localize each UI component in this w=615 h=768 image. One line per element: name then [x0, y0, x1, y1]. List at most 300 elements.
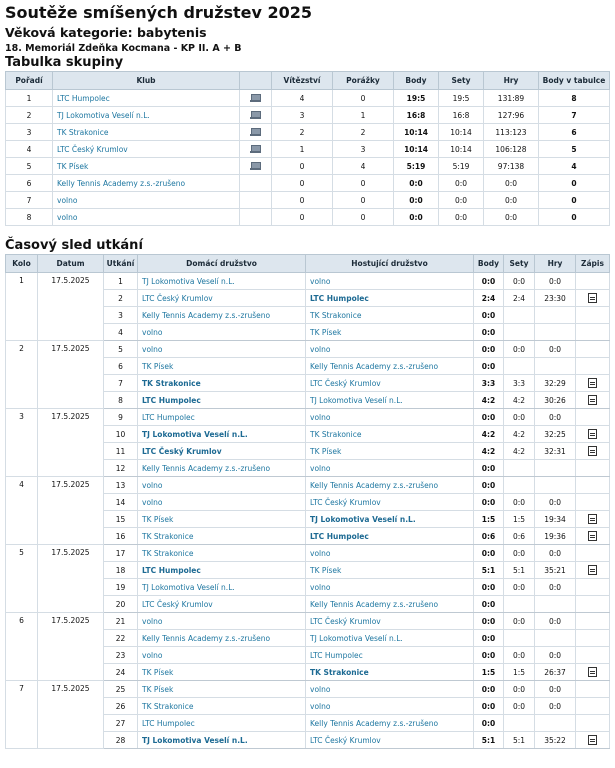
away-team-link[interactable]: TK Písek [310, 565, 342, 575]
match-number-cell: 10 [104, 426, 138, 443]
report-cell [576, 273, 610, 290]
sets-cell [504, 460, 535, 477]
games-cell: 0:0 [535, 613, 576, 630]
match-report-icon[interactable] [588, 446, 597, 456]
points-cell: 16:8 [394, 107, 439, 124]
report-cell [576, 579, 610, 596]
round-cell: 5 [6, 545, 38, 613]
points-cell: 0:0 [474, 341, 504, 358]
away-team-link[interactable]: LTC Humpolec [310, 531, 369, 541]
home-team-link[interactable]: TK Strakonice [142, 531, 194, 541]
home-team-link[interactable]: Kelly Tennis Academy z.s.-zrušeno [142, 310, 271, 320]
home-team-cell [138, 579, 306, 596]
home-team-link[interactable]: volno [142, 616, 163, 626]
team-roster-icon[interactable] [250, 128, 261, 137]
sets-cell: 0:0 [504, 341, 535, 358]
schedule-header [6, 255, 610, 273]
match-number-cell: 21 [104, 613, 138, 630]
home-team-cell [138, 324, 306, 341]
points-cell: 0:0 [394, 209, 439, 226]
match-number-cell: 12 [104, 460, 138, 477]
match-number-cell: 23 [104, 647, 138, 664]
sets-cell: 19:5 [439, 90, 484, 107]
team-roster-icon[interactable] [250, 111, 261, 120]
report-cell [576, 392, 610, 409]
away-team-link[interactable]: TJ Lokomotiva Veselí n.L. [310, 514, 416, 524]
sets-cell: 1:5 [504, 664, 535, 681]
home-team-link[interactable]: LTC Humpolec [142, 718, 195, 728]
match-report-icon[interactable] [588, 378, 597, 388]
home-team-link[interactable]: TK Strakonice [142, 378, 201, 388]
col-match: Utkání [104, 255, 138, 273]
points-cell: 19:5 [394, 90, 439, 107]
away-team-link[interactable]: TK Strakonice [310, 310, 362, 320]
home-team-cell [138, 715, 306, 732]
match-report-icon[interactable] [588, 565, 597, 575]
home-team-cell [138, 426, 306, 443]
match-report-icon[interactable] [588, 429, 597, 439]
club-cell [53, 141, 240, 158]
away-team-link[interactable]: TK Strakonice [310, 429, 362, 439]
away-team-link[interactable]: volno [310, 684, 331, 694]
match-row [6, 613, 610, 630]
home-team-link[interactable]: LTC Český Krumlov [142, 446, 222, 456]
sets-cell: 0:0 [504, 579, 535, 596]
home-team-link[interactable]: TK Písek [142, 361, 174, 371]
report-cell [576, 732, 610, 749]
points-cell: 0:0 [474, 681, 504, 698]
away-team-link[interactable]: LTC Český Krumlov [310, 497, 381, 507]
home-team-cell [138, 528, 306, 545]
away-team-cell [306, 426, 474, 443]
club-link[interactable]: LTC Český Krumlov [57, 144, 128, 154]
points-cell: 0:0 [474, 494, 504, 511]
competition-name: 18. Memoriál Zdeňka Kocmana - KP II. A + B [5, 43, 242, 54]
col-wins: Vítězství [272, 72, 333, 90]
away-team-link[interactable]: Kelly Tennis Academy z.s.-zrušeno [310, 480, 439, 490]
club-link[interactable]: LTC Humpolec [57, 93, 110, 103]
away-team-cell [306, 477, 474, 494]
away-team-link[interactable]: volno [310, 276, 331, 286]
away-team-cell [306, 409, 474, 426]
sets-cell [504, 630, 535, 647]
col-report: Zápis [576, 255, 610, 273]
losses-cell: 0 [333, 192, 394, 209]
home-team-link[interactable]: TK Strakonice [142, 548, 194, 558]
sets-cell: 4:2 [504, 443, 535, 460]
col-club: Klub [53, 72, 240, 90]
report-cell [576, 545, 610, 562]
col-games: Hry [535, 255, 576, 273]
sets-cell [504, 596, 535, 613]
games-cell: 35:21 [535, 562, 576, 579]
sets-cell: 0:0 [504, 494, 535, 511]
sets-cell: 5:19 [439, 158, 484, 175]
away-team-link[interactable]: Kelly Tennis Academy z.s.-zrušeno [310, 599, 439, 609]
home-team-link[interactable]: volno [142, 497, 163, 507]
report-cell [576, 630, 610, 647]
report-cell [576, 511, 610, 528]
games-cell [535, 715, 576, 732]
home-team-cell [138, 409, 306, 426]
away-team-link[interactable]: TJ Lokomotiva Veselí n.L. [310, 395, 403, 405]
home-team-link[interactable]: TK Písek [142, 684, 174, 694]
group-table-heading: Tabulka skupiny [5, 55, 124, 70]
sets-cell: 0:0 [504, 698, 535, 715]
losses-cell: 1 [333, 107, 394, 124]
sets-cell: 16:8 [439, 107, 484, 124]
club-link[interactable]: Kelly Tennis Academy z.s.-zrušeno [57, 178, 186, 188]
match-row [6, 409, 610, 426]
club-link[interactable]: TJ Lokomotiva Veselí n.L. [57, 110, 150, 120]
home-team-cell [138, 494, 306, 511]
away-team-link[interactable]: volno [310, 344, 331, 354]
report-cell [576, 375, 610, 392]
group-row [6, 141, 610, 158]
games-cell: 0:0 [535, 341, 576, 358]
match-report-icon[interactable] [588, 667, 597, 677]
home-team-cell [138, 562, 306, 579]
home-team-link[interactable]: LTC Humpolec [142, 565, 201, 575]
home-team-cell [138, 341, 306, 358]
points-cell: 4:2 [474, 443, 504, 460]
home-team-cell [138, 307, 306, 324]
games-cell: 127:96 [484, 107, 539, 124]
away-team-cell [306, 273, 474, 290]
rank-cell: 1 [6, 90, 53, 107]
match-number-cell: 8 [104, 392, 138, 409]
points-cell: 10:14 [394, 141, 439, 158]
club-cell [53, 90, 240, 107]
away-team-cell [306, 596, 474, 613]
match-report-icon[interactable] [588, 531, 597, 541]
round-cell: 6 [6, 613, 38, 681]
away-team-link[interactable]: LTC Humpolec [310, 293, 369, 303]
points-cell: 0:0 [474, 477, 504, 494]
col-rank: Pořadí [6, 72, 53, 90]
report-cell [576, 341, 610, 358]
col-sets: Sety [504, 255, 535, 273]
home-team-cell [138, 511, 306, 528]
home-team-cell [138, 613, 306, 630]
date-cell: 17.5.2025 [38, 681, 104, 749]
team-cell [240, 175, 272, 192]
games-cell: 23:30 [535, 290, 576, 307]
group-table [5, 71, 610, 226]
home-team-link[interactable]: volno [142, 344, 163, 354]
away-team-link[interactable]: LTC Český Krumlov [310, 378, 381, 388]
team-roster-icon[interactable] [250, 94, 261, 103]
points-cell: 0:0 [474, 630, 504, 647]
wins-cell: 0 [272, 192, 333, 209]
round-cell: 4 [6, 477, 38, 545]
match-number-cell: 16 [104, 528, 138, 545]
home-team-cell [138, 545, 306, 562]
home-team-link[interactable]: TJ Lokomotiva Veselí n.L. [142, 276, 235, 286]
points-cell: 4:2 [474, 392, 504, 409]
team-roster-icon[interactable] [250, 145, 261, 154]
match-number-cell: 7 [104, 375, 138, 392]
match-report-icon[interactable] [588, 395, 597, 405]
table-points-cell: 0 [539, 175, 610, 192]
games-cell: 32:25 [535, 426, 576, 443]
away-team-cell [306, 290, 474, 307]
games-cell [535, 307, 576, 324]
away-team-cell [306, 681, 474, 698]
away-team-link[interactable]: LTC Humpolec [310, 650, 363, 660]
home-team-cell [138, 273, 306, 290]
home-team-cell [138, 664, 306, 681]
home-team-cell [138, 358, 306, 375]
club-link[interactable]: volno [57, 195, 78, 205]
games-cell [535, 630, 576, 647]
home-team-link[interactable]: Kelly Tennis Academy z.s.-zrušeno [142, 463, 271, 473]
team-cell [240, 209, 272, 226]
games-cell: 0:0 [535, 273, 576, 290]
games-cell [535, 324, 576, 341]
games-cell: 0:0 [535, 409, 576, 426]
points-cell: 0:0 [394, 192, 439, 209]
col-table-points: Body v tabulce [539, 72, 610, 90]
table-points-cell: 0 [539, 209, 610, 226]
sets-cell [504, 307, 535, 324]
group-row [6, 90, 610, 107]
home-team-link[interactable]: volno [142, 650, 163, 660]
match-row [6, 341, 610, 358]
home-team-link[interactable]: TJ Lokomotiva Veselí n.L. [142, 735, 248, 745]
match-number-cell: 14 [104, 494, 138, 511]
points-cell: 0:0 [394, 175, 439, 192]
away-team-cell [306, 545, 474, 562]
games-cell: 35:22 [535, 732, 576, 749]
away-team-cell [306, 392, 474, 409]
sets-cell [504, 358, 535, 375]
points-cell: 0:6 [474, 528, 504, 545]
away-team-cell [306, 732, 474, 749]
points-cell: 4:2 [474, 426, 504, 443]
games-cell: 0:0 [535, 681, 576, 698]
sets-cell: 0:0 [504, 273, 535, 290]
col-team [240, 72, 272, 90]
games-cell: 26:37 [535, 664, 576, 681]
group-row [6, 124, 610, 141]
report-cell [576, 409, 610, 426]
match-report-icon[interactable] [588, 735, 597, 745]
match-number-cell: 3 [104, 307, 138, 324]
points-cell: 0:0 [474, 715, 504, 732]
report-cell [576, 715, 610, 732]
col-points: Body [474, 255, 504, 273]
away-team-link[interactable]: TK Strakonice [310, 667, 369, 677]
report-cell [576, 596, 610, 613]
away-team-cell [306, 630, 474, 647]
report-cell [576, 477, 610, 494]
home-team-link[interactable]: Kelly Tennis Academy z.s.-zrušeno [142, 633, 271, 643]
games-cell: 0:0 [535, 545, 576, 562]
club-cell [53, 124, 240, 141]
sets-cell: 0:0 [504, 613, 535, 630]
match-number-cell: 18 [104, 562, 138, 579]
points-cell: 0:0 [474, 460, 504, 477]
date-cell: 17.5.2025 [38, 273, 104, 341]
away-team-link[interactable]: volno [310, 412, 331, 422]
sets-cell: 1:5 [504, 511, 535, 528]
match-number-cell: 11 [104, 443, 138, 460]
round-cell: 7 [6, 681, 38, 749]
report-cell [576, 613, 610, 630]
home-team-link[interactable]: volno [142, 327, 163, 337]
page-title: Soutěže smíšených družstev 2025 [5, 3, 313, 22]
table-points-cell: 7 [539, 107, 610, 124]
sets-cell: 4:2 [504, 392, 535, 409]
sets-cell: 0:0 [504, 409, 535, 426]
away-team-link[interactable]: TK Písek [310, 446, 342, 456]
losses-cell: 4 [333, 158, 394, 175]
sets-cell: 0:0 [439, 175, 484, 192]
wins-cell: 2 [272, 124, 333, 141]
games-cell: 113:123 [484, 124, 539, 141]
report-cell [576, 426, 610, 443]
home-team-link[interactable]: LTC Humpolec [142, 412, 195, 422]
match-number-cell: 15 [104, 511, 138, 528]
home-team-link[interactable]: TJ Lokomotiva Veselí n.L. [142, 429, 248, 439]
club-link[interactable]: TK Strakonice [57, 127, 109, 137]
games-cell: 97:138 [484, 158, 539, 175]
team-cell [240, 141, 272, 158]
home-team-link[interactable]: LTC Český Krumlov [142, 293, 213, 303]
games-cell: 0:0 [535, 579, 576, 596]
points-cell: 0:0 [474, 409, 504, 426]
games-cell: 0:0 [535, 698, 576, 715]
away-team-cell [306, 664, 474, 681]
home-team-link[interactable]: TK Strakonice [142, 701, 194, 711]
match-report-icon[interactable] [588, 514, 597, 524]
points-cell: 0:0 [474, 545, 504, 562]
group-table-header [6, 72, 610, 90]
home-team-link[interactable]: TJ Lokomotiva Veselí n.L. [142, 582, 235, 592]
away-team-cell [306, 511, 474, 528]
away-team-link[interactable]: volno [310, 701, 331, 711]
home-team-link[interactable]: LTC Český Krumlov [142, 599, 213, 609]
club-link[interactable]: TK Písek [57, 161, 89, 171]
table-points-cell: 4 [539, 158, 610, 175]
home-team-cell [138, 477, 306, 494]
games-cell [535, 358, 576, 375]
table-points-cell: 0 [539, 192, 610, 209]
home-team-cell [138, 698, 306, 715]
home-team-link[interactable]: LTC Humpolec [142, 395, 201, 405]
club-cell [53, 158, 240, 175]
losses-cell: 2 [333, 124, 394, 141]
away-team-cell [306, 341, 474, 358]
wins-cell: 4 [272, 90, 333, 107]
match-report-icon[interactable] [588, 293, 597, 303]
wins-cell: 1 [272, 141, 333, 158]
match-number-cell: 25 [104, 681, 138, 698]
away-team-cell [306, 715, 474, 732]
away-team-link[interactable]: Kelly Tennis Academy z.s.-zrušeno [310, 361, 439, 371]
match-number-cell: 26 [104, 698, 138, 715]
home-team-cell [138, 596, 306, 613]
home-team-cell [138, 681, 306, 698]
match-number-cell: 9 [104, 409, 138, 426]
away-team-cell [306, 307, 474, 324]
away-team-link[interactable]: TJ Lokomotiva Veselí n.L. [310, 633, 403, 643]
wins-cell: 0 [272, 175, 333, 192]
points-cell: 0:0 [474, 358, 504, 375]
away-team-cell [306, 460, 474, 477]
away-team-cell [306, 562, 474, 579]
sets-cell: 0:0 [439, 192, 484, 209]
away-team-link[interactable]: volno [310, 463, 331, 473]
away-team-cell [306, 358, 474, 375]
games-cell [535, 460, 576, 477]
home-team-link[interactable]: TK Písek [142, 514, 174, 524]
games-cell [535, 477, 576, 494]
losses-cell: 3 [333, 141, 394, 158]
points-cell: 0:0 [474, 273, 504, 290]
rank-cell: 5 [6, 158, 53, 175]
date-cell: 17.5.2025 [38, 409, 104, 477]
round-cell: 2 [6, 341, 38, 409]
group-row [6, 192, 610, 209]
home-team-cell [138, 443, 306, 460]
away-team-cell [306, 494, 474, 511]
home-team-link[interactable]: volno [142, 480, 163, 490]
date-cell: 17.5.2025 [38, 613, 104, 681]
away-team-link[interactable]: volno [310, 548, 331, 558]
away-team-link[interactable]: Kelly Tennis Academy z.s.-zrušeno [310, 718, 439, 728]
group-row [6, 107, 610, 124]
rank-cell: 3 [6, 124, 53, 141]
table-points-cell: 6 [539, 124, 610, 141]
points-cell: 1:5 [474, 511, 504, 528]
points-cell: 0:0 [474, 698, 504, 715]
rank-cell: 2 [6, 107, 53, 124]
sets-cell: 3:3 [504, 375, 535, 392]
away-team-link[interactable]: volno [310, 582, 331, 592]
schedule-table [5, 254, 610, 749]
date-cell: 17.5.2025 [38, 477, 104, 545]
sets-cell: 5:1 [504, 562, 535, 579]
away-team-cell [306, 443, 474, 460]
home-team-cell [138, 630, 306, 647]
club-link[interactable]: volno [57, 212, 78, 222]
home-team-link[interactable]: TK Písek [142, 667, 174, 677]
away-team-link[interactable]: TK Písek [310, 327, 342, 337]
match-number-cell: 13 [104, 477, 138, 494]
sets-cell: 10:14 [439, 124, 484, 141]
points-cell: 0:0 [474, 596, 504, 613]
games-cell: 0:0 [484, 192, 539, 209]
away-team-cell [306, 698, 474, 715]
team-roster-icon[interactable] [250, 162, 261, 171]
schedule-heading: Časový sled utkání [5, 238, 143, 253]
col-points: Body [394, 72, 439, 90]
report-cell [576, 562, 610, 579]
club-cell [53, 209, 240, 226]
sets-cell: 4:2 [504, 426, 535, 443]
group-row [6, 158, 610, 175]
away-team-link[interactable]: LTC Český Krumlov [310, 616, 381, 626]
away-team-cell [306, 375, 474, 392]
away-team-link[interactable]: LTC Český Krumlov [310, 735, 381, 745]
report-cell [576, 647, 610, 664]
points-cell: 1:5 [474, 664, 504, 681]
team-cell [240, 90, 272, 107]
home-team-cell [138, 392, 306, 409]
away-team-cell [306, 579, 474, 596]
